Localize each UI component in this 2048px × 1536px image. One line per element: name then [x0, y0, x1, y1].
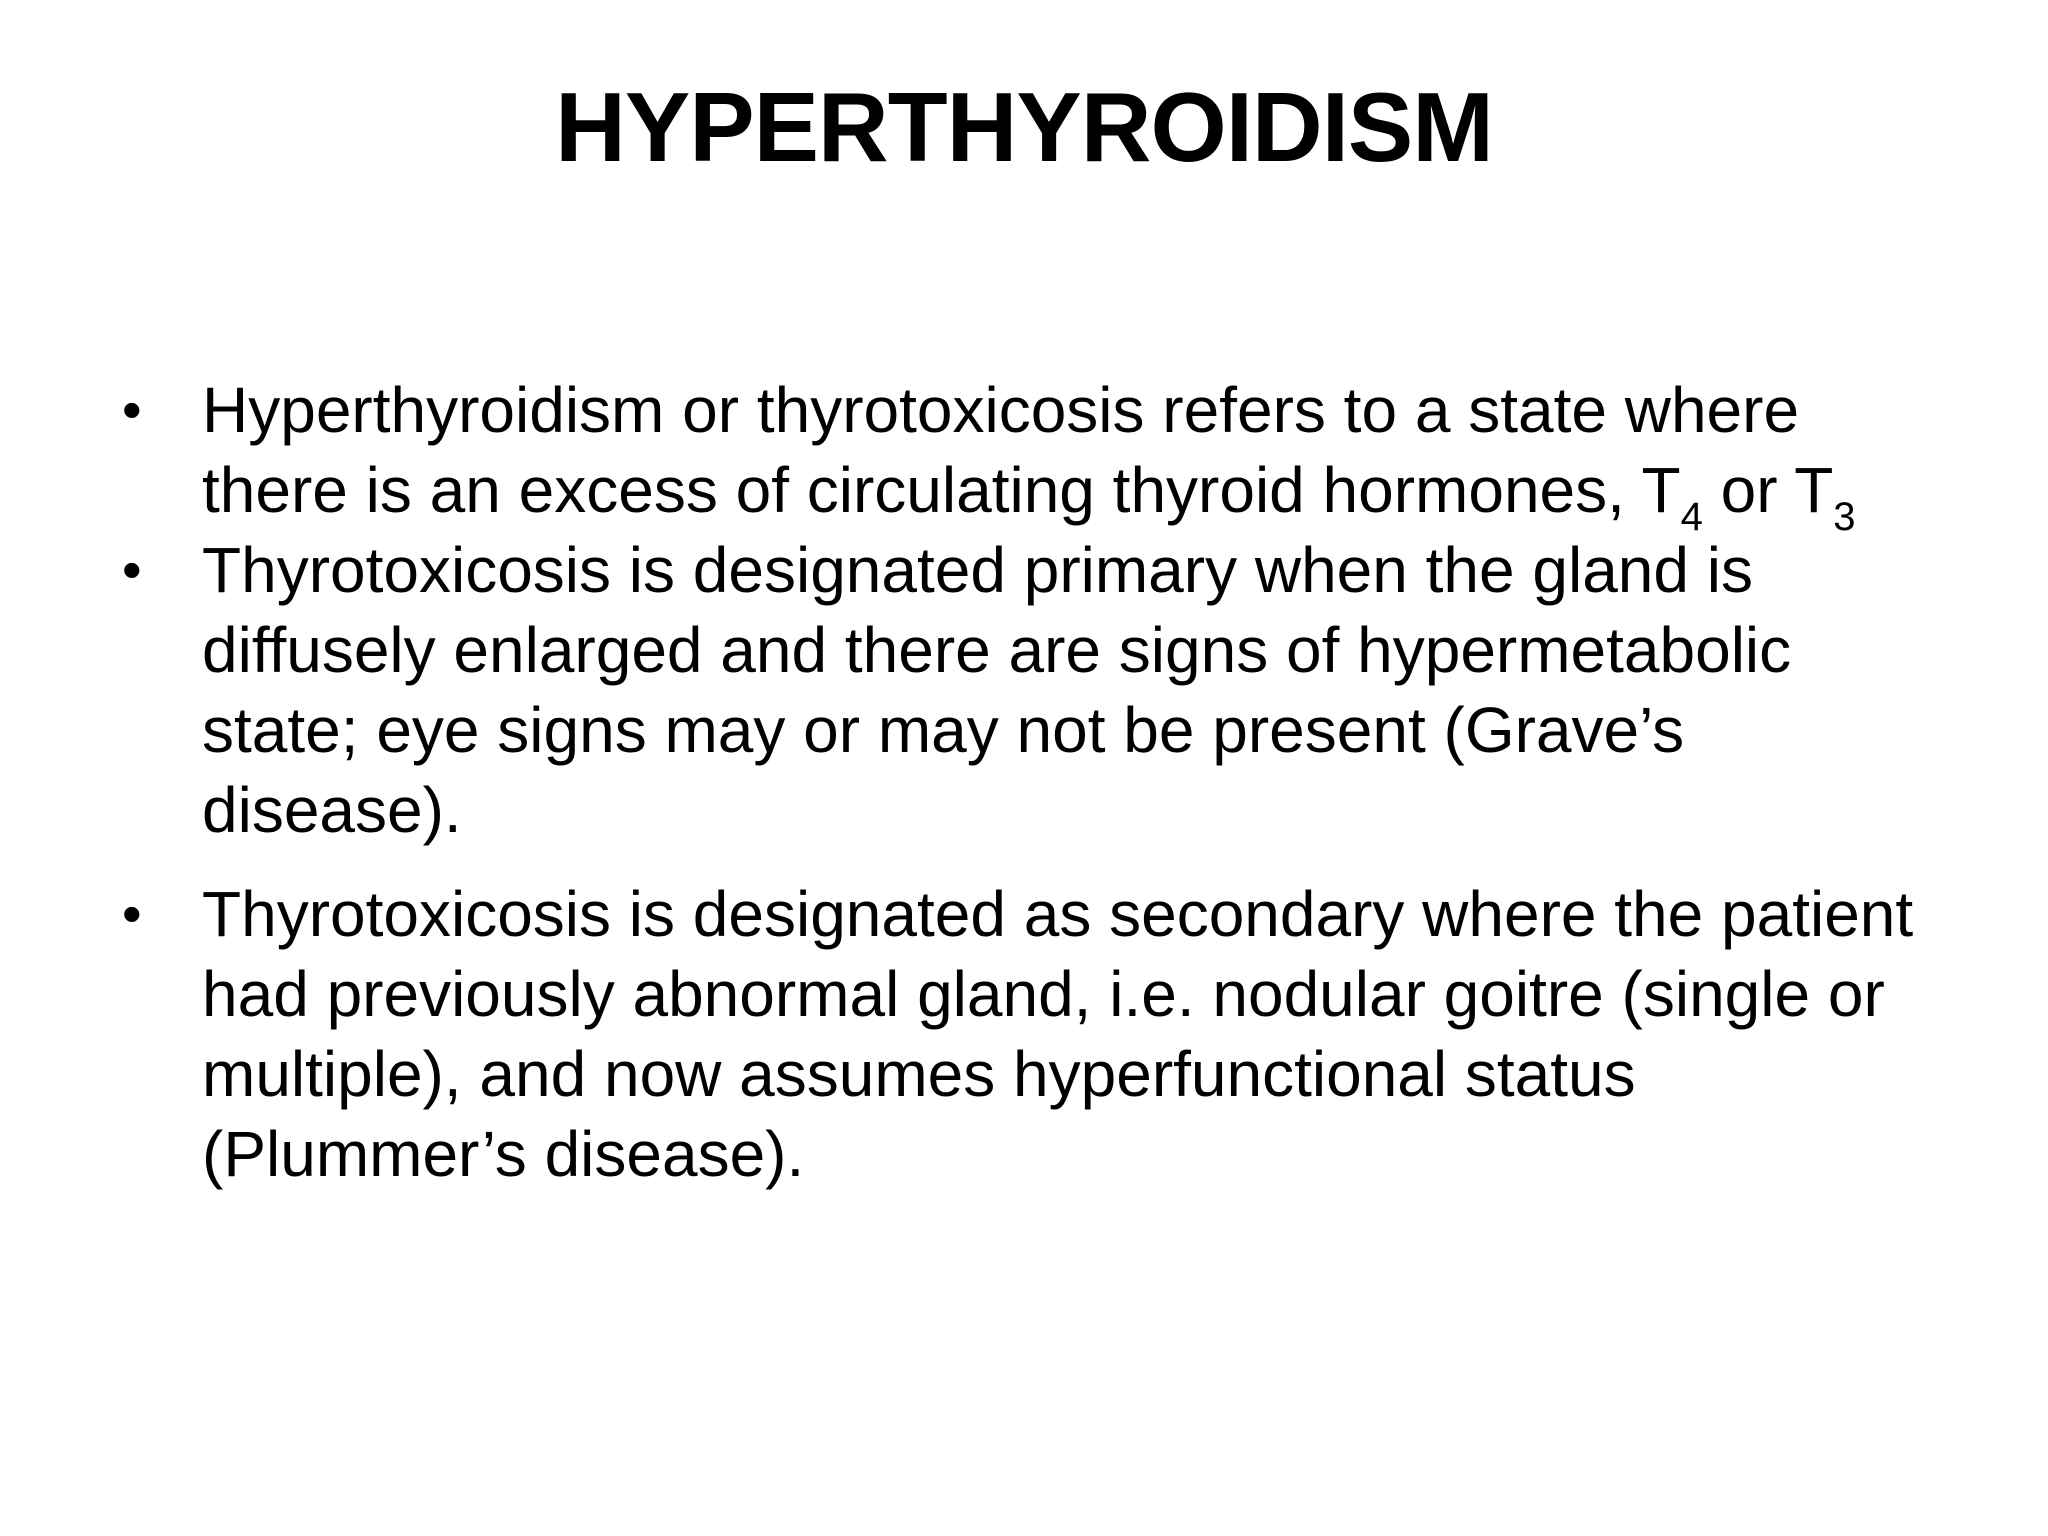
subscript-t3: 3 [1833, 495, 1856, 539]
bullet-text-continued: or T [1702, 454, 1834, 526]
bullet-item-secondary-thyrotoxicosis [122, 874, 1952, 1194]
bullet-dot-icon: • [122, 538, 142, 601]
bullet-text: Thyrotoxicosis is designated as secondary where the patient had previously abnormal gland, i.e. nodular goitre (single or multiple), and now assumes hyperfunctional status (Plummer’s disease). [202, 878, 1914, 1190]
bullet-list [122, 370, 1952, 1194]
bullet-dot-icon: • [122, 378, 142, 441]
bullet-item-primary-thyrotoxicosis [122, 530, 1952, 850]
bullet-text: Hyperthyroidism or thyrotoxicosis refers to a state where there is an excess of circulating thyroid hormones, T [202, 374, 1800, 526]
bullet-item-hyperthyroidism-definition [122, 370, 1952, 539]
slide-title: HYPERTHYROIDISM [555, 72, 1493, 182]
bullet-dot-icon: • [122, 882, 142, 945]
subscript-t4: 4 [1680, 495, 1703, 539]
bullet-text: Thyrotoxicosis is designated primary when the gland is diffusely enlarged and there are signs of hypermetabolic state; eye signs may or may not be present (Grave’s disease). [202, 534, 1792, 846]
